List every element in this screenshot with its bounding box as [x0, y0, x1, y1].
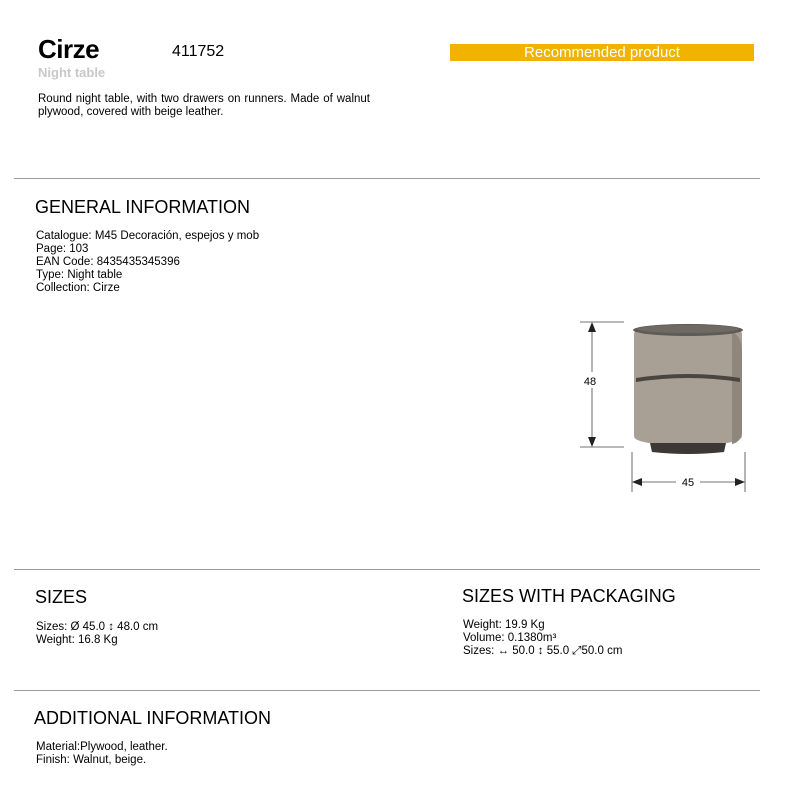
- finish-line: Finish: Walnut, beige.: [36, 754, 147, 766]
- table-base: [650, 443, 726, 454]
- type-line: Type: Night table: [36, 269, 123, 281]
- ean-line: EAN Code: 8435435345396: [36, 256, 180, 268]
- additional-info-list: [36, 741, 168, 767]
- arrow-left-icon: [632, 478, 642, 486]
- arrow-down-icon: [588, 437, 596, 447]
- product-type: Night table: [38, 65, 106, 80]
- divider: [14, 690, 760, 691]
- sizes-line: Sizes: Ø 45.0 ↕ 48.0 cm: [36, 621, 159, 633]
- recommended-badge: Recommended product: [450, 44, 754, 61]
- product-drawing: [568, 312, 758, 497]
- page-line: Page: 103: [36, 243, 89, 255]
- packaging-sizes-line: Sizes: ↔ 50.0 ↕ 55.0 ⤢50.0 cm: [463, 645, 623, 657]
- packaging-list: [463, 619, 622, 658]
- packaging-volume-line: Volume: 0.1380m³: [463, 632, 557, 644]
- sizes-heading: SIZES: [35, 587, 88, 607]
- material-line: Material:Plywood, leather.: [36, 741, 168, 753]
- product-code: 411752: [172, 43, 225, 60]
- catalogue-line: Catalogue: M45 Decoración, espejos y mob: [36, 230, 260, 242]
- packaging-heading: SIZES WITH PACKAGING: [462, 586, 676, 606]
- sizes-list: [36, 621, 158, 647]
- general-info-heading: GENERAL INFORMATION: [35, 197, 251, 217]
- collection-line: Collection: Cirze: [36, 282, 120, 294]
- product-name: Cirze: [38, 34, 100, 64]
- general-info-list: [36, 230, 259, 295]
- table-shade: [732, 332, 742, 444]
- product-description: Round night table, with two drawers on runners. Made of walnut plywood, covered with beige leather.: [38, 93, 370, 118]
- divider: [14, 569, 760, 570]
- packaging-weight-line: Weight: 19.9 Kg: [463, 619, 545, 631]
- arrow-right-icon: [735, 478, 745, 486]
- arrow-up-icon: [588, 322, 596, 332]
- weight-line: Weight: 16.8 Kg: [36, 634, 118, 646]
- divider: [14, 178, 760, 179]
- additional-info-heading: ADDITIONAL INFORMATION: [34, 708, 272, 728]
- table-body: [634, 324, 742, 445]
- height-label: 48: [583, 376, 597, 388]
- width-label: 45: [681, 477, 695, 489]
